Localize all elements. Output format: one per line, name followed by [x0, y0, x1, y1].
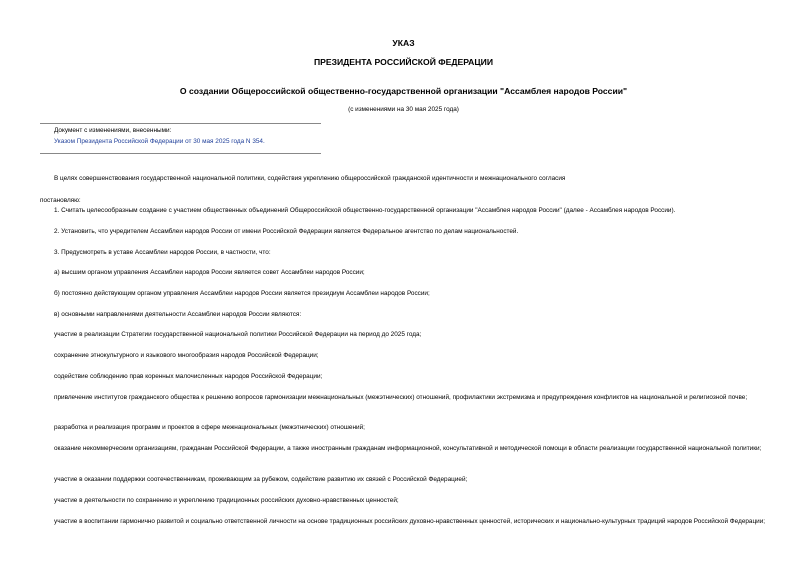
list-item: разработка и реализация программ и проектов в сфере межнациональных (межэтнических) отношений; — [54, 424, 365, 431]
list-item: участие в деятельности по сохранению и укреплению традиционных российских духовно-нравственных ценностей; — [54, 497, 399, 504]
list-item: оказание некоммерческим организациям, гражданам Российской Федерации, а также иностранным гражданам информационной, консультативной и методической помощи в области реализации государственной национальной политики; — [54, 445, 762, 452]
clause-3: 3. Предусмотреть в уставе Ассамблеи народов России, в частности, что: — [54, 249, 271, 256]
clause-2: 2. Установить, что учредителем Ассамблеи народов России от имени Российской Федерации является Федеральное агентство по делам национальностей. — [54, 228, 519, 235]
clause-3b: б) постоянно действующим органом управления Ассамблеи народов России является президиум Ассамблеи народов России; — [54, 290, 430, 297]
list-item: привлечение институтов гражданского общества к решению вопросов гармонизации межнациональных (межэтнических) отношений, профилактики экстремизма и предупреждения конфликтов на национальной и религиозной почве; — [54, 394, 748, 401]
clause-1: 1. Считать целесообразным создание с участием общественных объединений Общероссийской общественно-государственной организации "Ассамблея народов России" (далее - Ассамблея народов России). — [54, 207, 676, 214]
amendments-label: Документ с изменениями, внесенными: — [54, 127, 172, 134]
clause-3a: а) высшим органом управления Ассамблеи народов России является совет Ассамблеи народов России; — [54, 269, 365, 276]
list-item: участие в оказании поддержки соотечественникам, проживающим за рубежом, содействие развитию их связей с Российской Федерацией; — [54, 476, 468, 483]
decree-word: постановляю: — [40, 197, 81, 204]
amendment-link[interactable]: Указом Президента Российской Федерации от 30 мая 2025 года N 354. — [54, 138, 265, 145]
clause-3v: в) основными направлениями деятельности Ассамблеи народов России являются: — [54, 311, 302, 318]
list-item: участие в воспитании гармонично развитой и социально ответственной личности на основе традиционных российских духовно-нравственных ценностей, исторических и национально-культурных традиций народов Российской Федерации; — [54, 518, 766, 525]
decree-subject: О создании Общероссийской общественно-государственной организации "Ассамблея народов России" — [179, 86, 628, 96]
list-item: участие в реализации Стратегии государственной национальной политики Российской Федерации на период до 2025 года; — [54, 331, 422, 338]
decree-issuer: ПРЕЗИДЕНТА РОССИЙСКОЙ ФЕДЕРАЦИИ — [313, 57, 494, 67]
decree-title: УКАЗ — [392, 38, 415, 48]
revision-note: (с изменениями на 30 мая 2025 года) — [348, 106, 459, 113]
note-divider-bottom — [40, 153, 321, 154]
list-item: содействие соблюдению прав коренных малочисленных народов Российской Федерации; — [54, 373, 323, 380]
note-divider-top — [40, 123, 321, 124]
list-item: сохранение этнокультурного и языкового многообразия народов Российской Федерации; — [54, 352, 319, 359]
intro-paragraph: В целях совершенствования государственной национальной политики, содействия укреплению общероссийской гражданской идентичности и межнационального согласия — [54, 175, 566, 182]
